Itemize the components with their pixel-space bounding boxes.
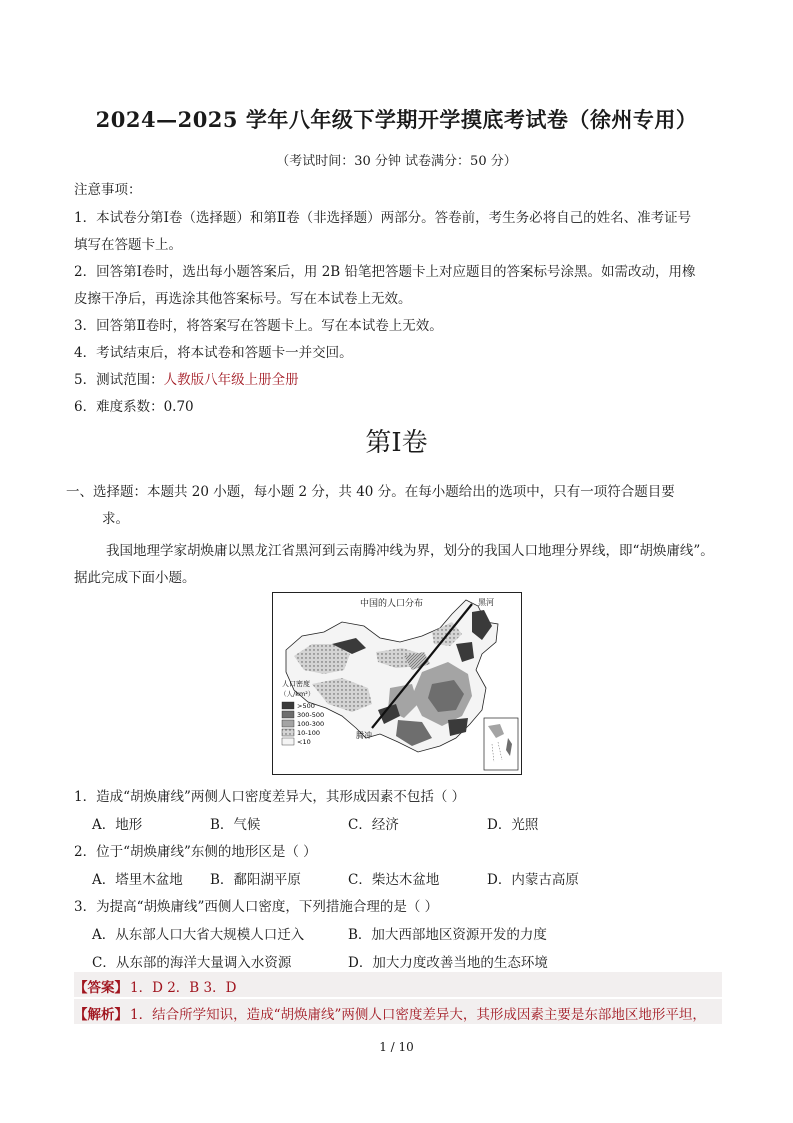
passage-line: 据此完成下面小题。 <box>74 570 196 586</box>
question-option[interactable]: C．从东部的海洋大量调入水资源 <box>92 955 292 971</box>
question-option[interactable]: D．加大力度改善当地的生态环境 <box>348 955 548 971</box>
question-stem: 2．位于“胡焕庸线”东侧的地形区是（ ） <box>74 844 317 860</box>
question-option[interactable]: A．地形 <box>92 817 143 833</box>
question-option[interactable]: C．经济 <box>348 817 399 833</box>
map-inset-frame <box>484 718 518 770</box>
note-line: 3．回答第Ⅱ卷时，将答案写在答题卡上。写在本试卷上无效。 <box>74 318 443 334</box>
question-option[interactable]: D．内蒙古高原 <box>487 872 579 888</box>
note-line: 皮擦干净后，再选涂其他答案标号。写在本试卷上无效。 <box>74 291 412 307</box>
page-number: 1 / 10 <box>379 1040 414 1054</box>
answer-text: 1．D 2．B 3．D <box>130 980 237 996</box>
population-map <box>272 592 522 775</box>
legend-label-1: 300-500 <box>297 711 325 719</box>
note-line: 2．回答第Ⅰ卷时，选出每小题答案后，用 2B 铅笔把答题卡上对应题目的答案标号涂黑。如需改动，用橡 <box>74 264 696 280</box>
scope-value: 人教版八年级上册全册 <box>163 372 299 388</box>
map-city-tengchong: 腾冲 <box>356 731 372 740</box>
legend-label-0: >500 <box>297 702 315 710</box>
map-title: 中国的人口分布 <box>360 599 424 609</box>
answer-bar <box>74 972 722 997</box>
section-instruction: 一、选择题：本题共 20 小题，每小题 2 分，共 40 分。在每小题给出的选项中，只有一项符合题目要 <box>66 484 675 500</box>
legend-swatch-1 <box>282 711 294 718</box>
question-option[interactable]: C．柴达木盆地 <box>348 872 440 888</box>
section-title: 第Ⅰ卷 <box>365 428 428 458</box>
legend-label-2: 100-300 <box>297 720 325 728</box>
note-scope <box>74 368 299 388</box>
question-option[interactable]: B．鄱阳湖平原 <box>210 872 301 888</box>
passage-line: 我国地理学家胡焕庸以黑龙江省黑河到云南腾冲线为界，划分的我国人口地理分界线，即“胡焕庸线”。 <box>106 543 714 559</box>
notes-heading: 注意事项： <box>74 182 142 198</box>
scope-prefix: 5．测试范围： <box>74 372 164 388</box>
legend-title: 人口密度 <box>282 680 310 688</box>
analysis-bar <box>74 999 722 1024</box>
legend-unit: （人/km²） <box>280 690 315 698</box>
question-option[interactable]: B．加大西部地区资源开发的力度 <box>348 927 547 943</box>
question-stem: 1．造成“胡焕庸线”两侧人口密度差异大，其形成因素不包括（ ） <box>74 789 466 805</box>
legend-swatch-0 <box>282 702 294 709</box>
question-option[interactable]: B．气候 <box>210 817 261 833</box>
question-stem: 3．为提高“胡焕庸线”西侧人口密度，下列措施合理的是（ ） <box>74 899 439 915</box>
note-line: 1．本试卷分第Ⅰ卷（选择题）和第Ⅱ卷（非选择题）两部分。答卷前，考生务必将自己的姓名、准考证号 <box>74 210 692 226</box>
note-difficulty: 6．难度系数：0.70 <box>74 399 194 415</box>
answer-label: 【答案】 <box>74 980 128 996</box>
note-line: 填写在答题卡上。 <box>74 237 182 253</box>
analysis-label: 【解析】 <box>74 1007 128 1023</box>
exam-subtitle: （考试时间：30 分钟 试卷满分：50 分） <box>276 154 517 169</box>
legend-label-4: <10 <box>297 738 311 746</box>
legend-swatch-2 <box>282 720 294 727</box>
question-option[interactable]: A．从东部人口大省大规模人口迁入 <box>92 927 305 943</box>
section-instruction-cont: 求。 <box>102 511 129 527</box>
legend-label-3: 10-100 <box>297 729 321 737</box>
legend-swatch-3 <box>282 729 294 736</box>
question-option[interactable]: A．塔里木盆地 <box>92 872 183 888</box>
analysis-text: 1．结合所学知识，造成“胡焕庸线”两侧人口密度差异大，其形成因素主要是东部地区地形平坦， <box>130 1007 706 1023</box>
exam-title: 2024—2025 学年八年级下学期开学摸底考试卷（徐州专用） <box>95 107 698 132</box>
question-option[interactable]: D．光照 <box>487 817 539 833</box>
legend-swatch-4 <box>282 738 294 745</box>
map-city-heihe: 黑河 <box>478 598 494 607</box>
note-line: 4．考试结束后，将本试卷和答题卡一并交回。 <box>74 345 353 361</box>
